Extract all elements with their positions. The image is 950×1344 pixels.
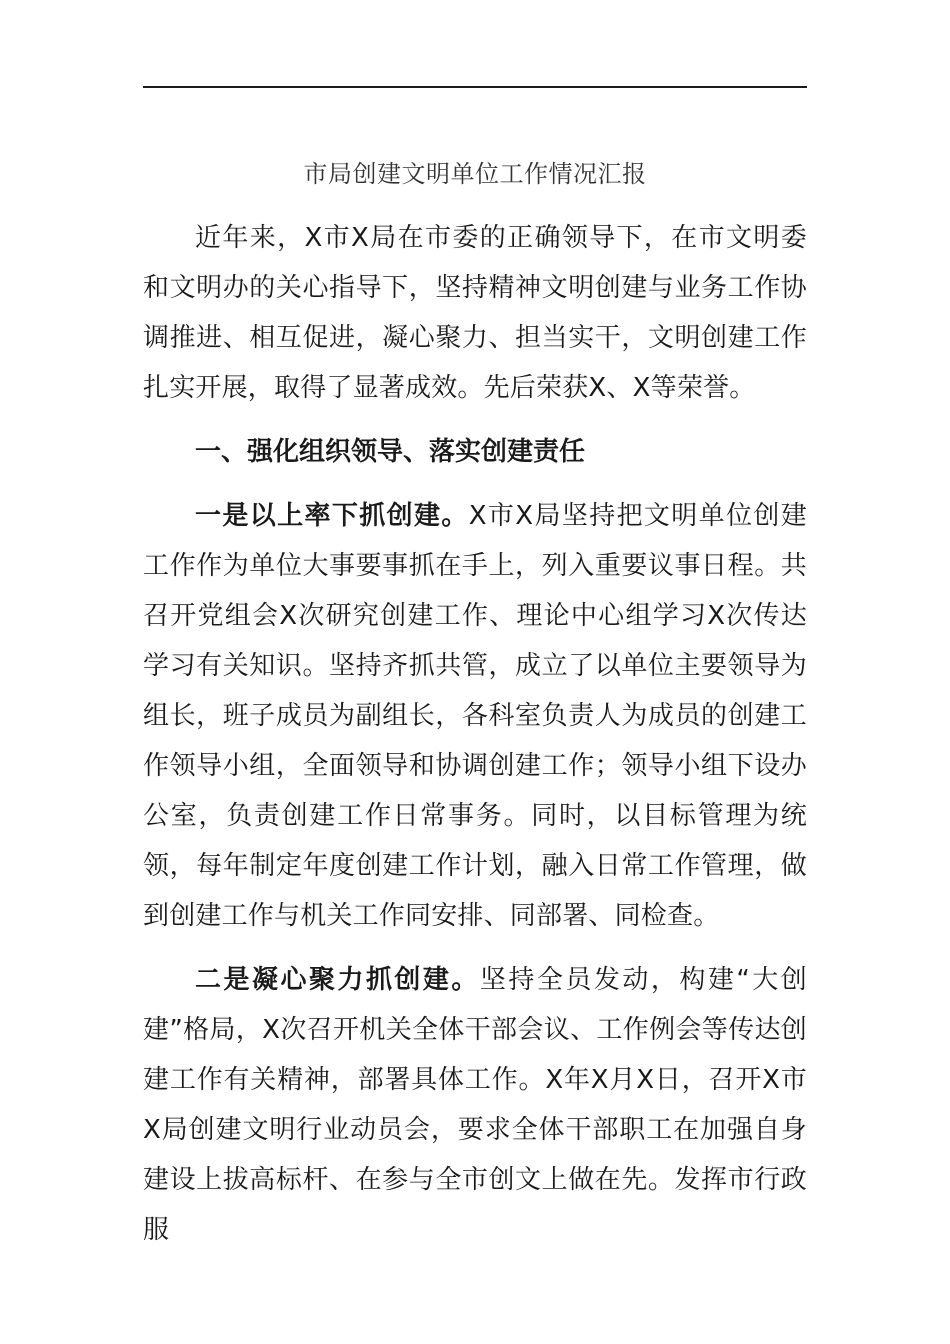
point-paragraph-2: [143, 955, 807, 1255]
intro-paragraph: 近年来，X市X局在市委的正确领导下，在市文明委和文明办的关心指导下，坚持精神文明创建与业务工作协调推进、相互促进，凝心聚力、担当实干，文明创建工作扎实开展，取得了显著成效。先后荣获X、X等荣誉。: [143, 223, 807, 403]
point-paragraph-1: [143, 491, 807, 941]
section-heading-1: 一、强化组织领导、落实创建责任: [195, 437, 586, 467]
point-body-1: X市X局坚持把文明单位创建工作作为单位大事要事抓在手上，列入重要议事日程。共召开党组会X次研究创建工作、理论中心组学习X次传达学习有关知识。坚持齐抓共管，成立了以单位主要领导为组长，班子成员为副组长，各科室负责人为成员的创建工作领导小组，全面领导和协调创建工作；领导小组下设办公室，负责创建工作日常事务。同时，以目标管理为统领，每年制定年度创建工作计划，融入日常工作管理，做到创建工作与机关工作同安排、同部署、同检查。: [143, 501, 807, 931]
point-lead-1: 一是以上率下抓创建。: [195, 501, 469, 531]
header-rule: [143, 86, 807, 88]
document-body: [143, 213, 807, 1269]
point-lead-2: 二是凝心聚力抓创建。: [195, 965, 480, 995]
document-title: 市局创建文明单位工作情况汇报: [303, 160, 647, 188]
point-body-2: 坚持全员发动，构建“大创建”格局，X次召开机关全体干部会议、工作例会等传达创建工作有关精神，部署具体工作。X年X月X日，召开X市X局创建文明行业动员会，要求全体干部职工在加强自身建设上拔高标杆、在参与全市创文上做在先。发挥市行政服: [143, 965, 807, 1245]
